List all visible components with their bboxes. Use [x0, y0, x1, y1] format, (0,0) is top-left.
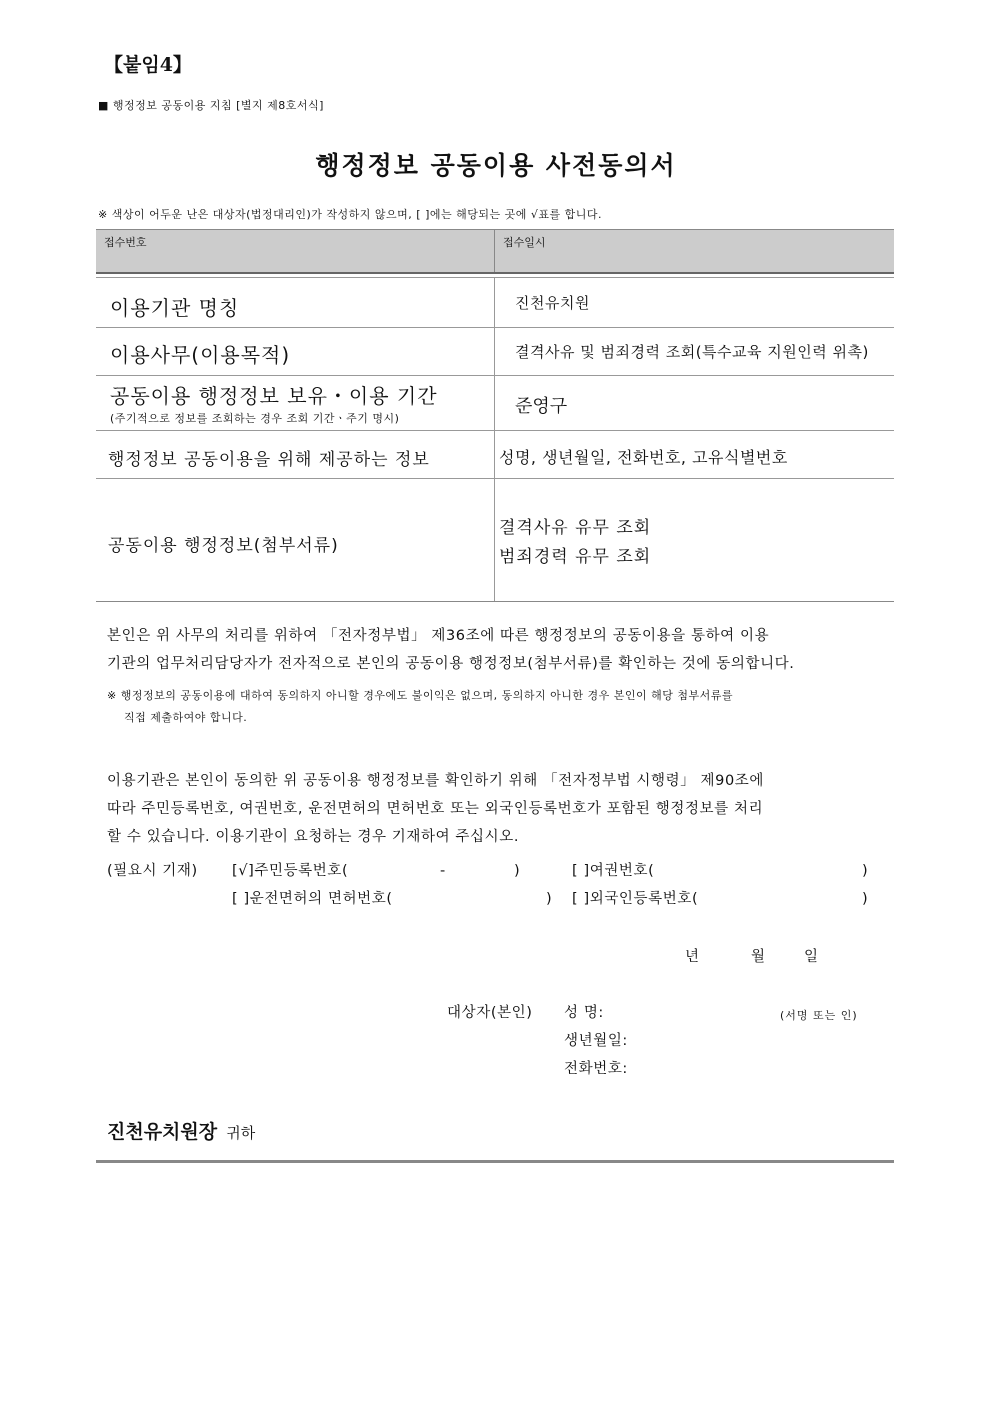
resident-number-dash: - — [440, 863, 446, 879]
purpose-value-cell — [495, 327, 894, 375]
optional-fill-prefix: (필요시 기재) — [107, 863, 198, 879]
bottom-divider — [96, 1160, 894, 1163]
consent-line-1: 본인은 위 사무의 처리를 위하여 「전자정부법」 제36조에 따른 행정정보의 공동이용을 통하여 이용 — [107, 628, 770, 644]
passport-number-close: ) — [862, 863, 869, 879]
receipt-row — [96, 229, 894, 274]
attached-docs-value-cell — [495, 479, 894, 601]
agency-name-label: 이용기관 명칭 — [110, 296, 240, 320]
consent-note-2: 직접 제출하여야 합니다. — [124, 711, 248, 724]
purpose-row — [96, 327, 894, 376]
provided-info-label: 행정정보 공동이용을 위해 제공하는 정보 — [108, 450, 430, 470]
period-value-cell — [495, 376, 894, 430]
receipt-number-label: 접수번호 — [104, 236, 147, 249]
attachment-label: 【붙임4】 — [104, 54, 192, 76]
period-label: 공동이용 행정정보 보유・이용 기간 — [110, 384, 438, 408]
recipient-name: 진천유치원장 — [107, 1121, 218, 1143]
consent-line-2: 기관의 업무처리담당자가 전자적으로 본인의 공동이용 행정정보(첨부서류)를 확인하는 것에 동의합니다. — [107, 656, 795, 672]
passport-number-field[interactable]: [ ]여권번호( — [572, 863, 655, 879]
foreign-number-close: ) — [862, 891, 869, 907]
shading-note: ※ 색상이 어두운 난은 대상자(법정대리인)가 작성하지 않으며, [ ]에는 해당되는 곳에 √표를 합니다. — [98, 208, 603, 221]
period-row — [96, 376, 894, 431]
license-number-close: ) — [546, 891, 553, 907]
recipient-suffix: 귀하 — [226, 1124, 256, 1142]
signer-label: 대상자(본인) — [447, 1005, 533, 1021]
purpose-label: 이용사무(이용목적) — [110, 343, 291, 367]
period-sublabel: (주기적으로 정보를 조회하는 경우 조회 기간ㆍ주기 명시) — [110, 412, 400, 425]
provided-info-value: 성명, 생년월일, 전화번호, 고유식별번호 — [499, 448, 788, 467]
agency-name-row — [96, 277, 894, 328]
signer-birth-label: 생년월일: — [564, 1033, 628, 1049]
attached-docs-label-cell — [96, 479, 495, 601]
receipt-date-label: 접수일시 — [503, 236, 546, 249]
resident-number-close: ) — [514, 863, 521, 879]
id-section-line-3: 할 수 있습니다. 이용기관이 요청하는 경우 기재하여 주십시오. — [107, 829, 520, 845]
attached-docs-row — [96, 479, 894, 602]
id-section-line-2: 따라 주민등록번호, 여권번호, 운전면허의 면허번호 또는 외국인등록번호가 포함된 행정정보를 처리 — [107, 801, 764, 817]
attached-docs-label: 공동이용 행정정보(첨부서류) — [108, 536, 339, 556]
consent-note-1: ※ 행정정보의 공동이용에 대하여 동의하지 아니할 경우에도 불이익은 없으며, 동의하지 아니한 경우 본인이 해당 첨부서류를 — [107, 689, 733, 702]
page-title: 행정정보 공동이용 사전동의서 — [315, 151, 677, 180]
receipt-date-cell — [495, 230, 894, 272]
attached-docs-value-2: 범죄경력 유무 조회 — [499, 547, 652, 567]
id-section-line-1: 이용기관은 본인이 동의한 위 공동이용 행정정보를 확인하기 위해 「전자정부법 시행령」 제90조에 — [107, 773, 765, 789]
signer-name-label: 성 명: — [564, 1005, 604, 1021]
recipient — [107, 1117, 255, 1144]
agency-name-value: 진천유치원 — [515, 294, 590, 312]
license-number-field[interactable]: [ ]운전면허의 면허번호( — [232, 891, 393, 907]
agency-name-value-cell — [495, 278, 894, 327]
provided-info-value-cell — [495, 431, 894, 478]
provided-info-row — [96, 431, 894, 479]
purpose-label-cell — [96, 327, 495, 375]
date-month[interactable]: 월 — [751, 949, 766, 965]
period-label-cell — [96, 376, 495, 430]
period-value: 준영구 — [515, 396, 568, 417]
provided-info-label-cell — [96, 431, 495, 478]
receipt-number-cell — [96, 230, 495, 272]
signer-phone-label: 전화번호: — [564, 1061, 628, 1077]
foreign-number-field[interactable]: [ ]외국인등록번호( — [572, 891, 699, 907]
attached-docs-value-1: 결격사유 유무 조회 — [499, 518, 652, 538]
purpose-value: 결격사유 및 범죄경력 조회(특수교육 지원인력 위촉) — [515, 343, 869, 361]
rule-reference: ■ 행정정보 공동이용 지침 [별지 제8호서식] — [98, 99, 324, 112]
date-year[interactable]: 년 — [685, 949, 700, 965]
signature-hint[interactable]: (서명 또는 인) — [780, 1009, 858, 1022]
agency-name-label-cell — [96, 278, 495, 327]
date-day[interactable]: 일 — [804, 949, 819, 965]
resident-number-field[interactable]: [√]주민등록번호( — [232, 863, 349, 879]
